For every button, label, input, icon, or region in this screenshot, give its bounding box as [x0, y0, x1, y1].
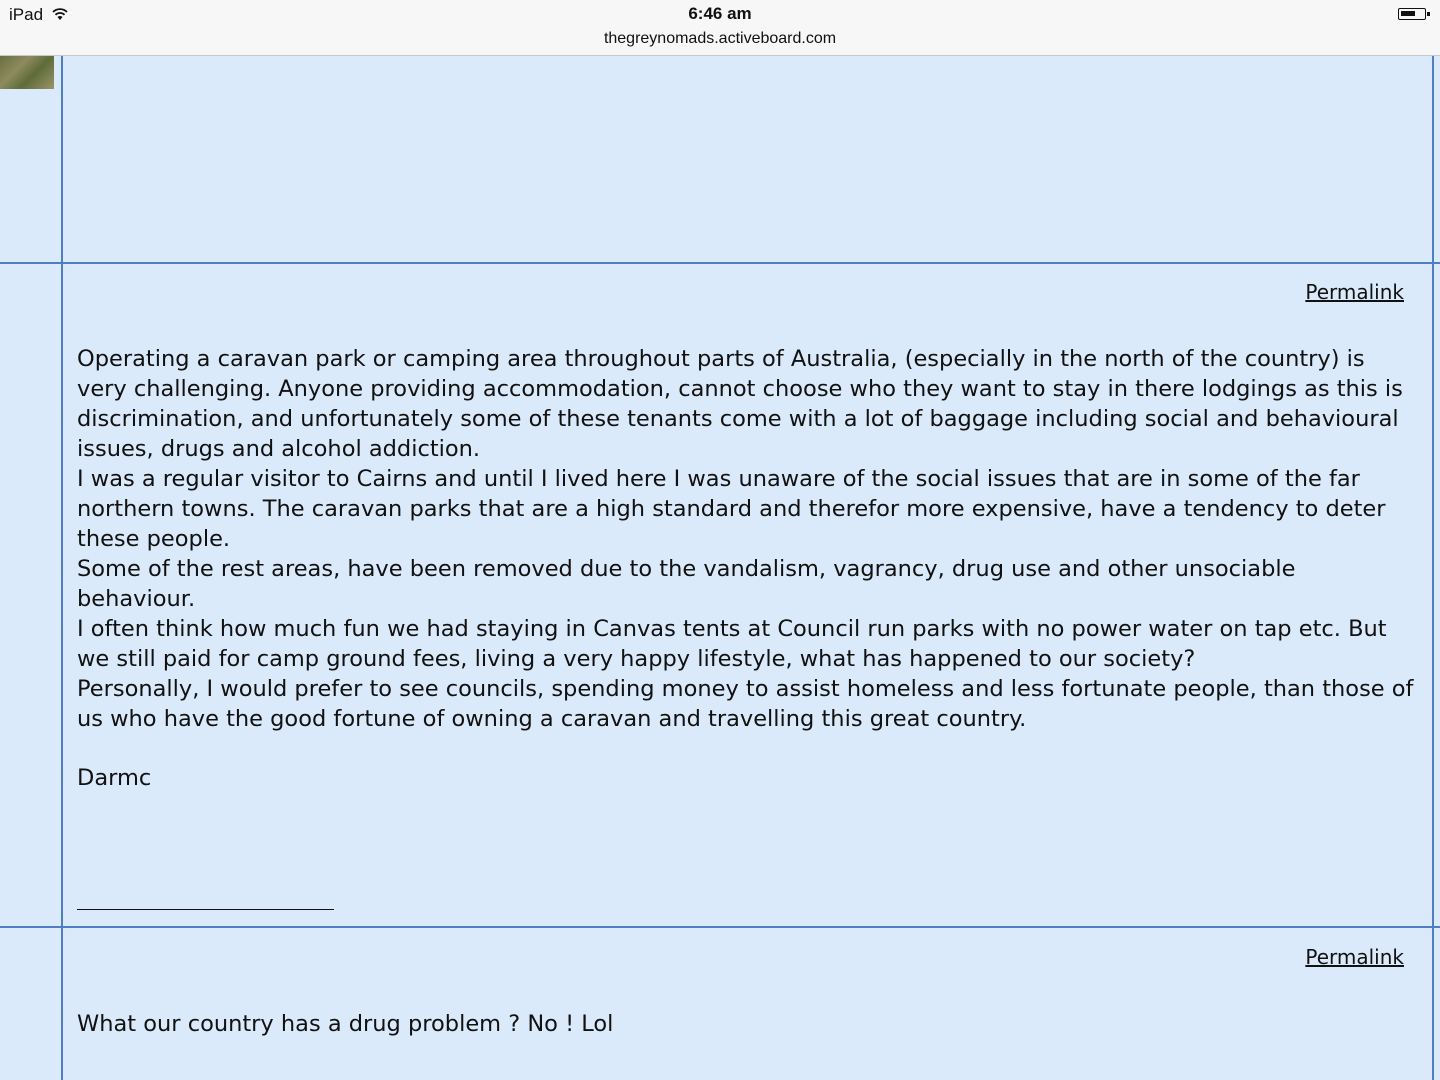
address-bar[interactable]: thegreynomads.activeboard.com	[603, 30, 837, 47]
post-separator	[0, 926, 1440, 928]
post-paragraph: Operating a caravan park or camping area throughout parts of Australia, (especially in the north of the country) is very challenging. Anyone providing accommodation, cannot choose who they want to stay in there lodgings as this is discrimination, and unfortunately some of these tenants come with a lot of baggage including social and behavioural issues, drugs and alcohol addiction.	[77, 346, 1403, 462]
post-paragraph: I was a regular visitor to Cairns and until I lived here I was unaware of the social issues that are in some of the far northern towns. The caravan parks that are a high standard and therefor more expensive, have a tendency to deter these people.	[77, 466, 1386, 552]
post-paragraph: Some of the rest areas, have been removed due to the vandalism, vagrancy, drug use and other unsociable behaviour.	[77, 556, 1296, 612]
battery-icon	[1398, 8, 1426, 20]
post-body	[77, 1009, 1417, 1039]
user-avatar[interactable]	[0, 56, 54, 89]
permalink-link[interactable]: Permalink	[1305, 280, 1404, 304]
post-paragraph: Personally, I would prefer to see councils, spending money to assist homeless and less fortunate people, than those of us who have the good fortune of owning a caravan and travelling this great country.	[77, 676, 1414, 732]
post-paragraph: What our country has a drug problem ? No ! Lol	[77, 1011, 614, 1037]
post-separator	[0, 262, 1440, 264]
device-label: iPad	[9, 5, 44, 24]
post-signature: Darmc	[77, 765, 152, 791]
post-paragraph: I often think how much fun we had staying in Canvas tents at Council run parks with no power water on tap etc. But we still paid for camp ground fees, living a very happy lifestyle, what has happened to our society?	[77, 616, 1387, 672]
ios-status-bar	[0, 0, 1440, 56]
permalink-link[interactable]: Permalink	[1305, 945, 1404, 969]
clock: 6:46 am	[688, 4, 752, 23]
post-body	[77, 344, 1417, 734]
signature-divider	[77, 909, 334, 910]
